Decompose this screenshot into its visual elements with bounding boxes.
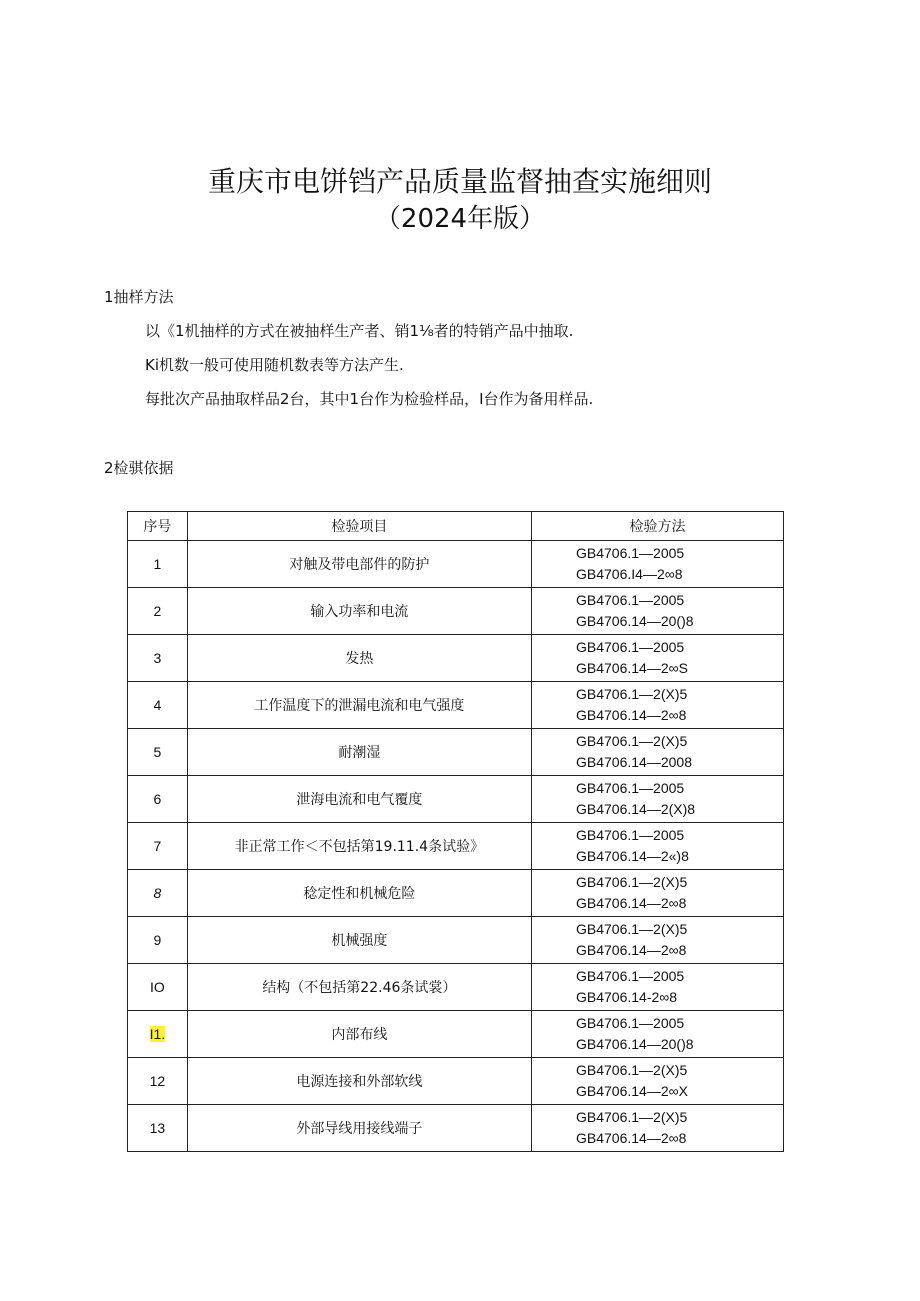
table-row <box>128 541 784 588</box>
row-method <box>532 823 784 870</box>
method-line: GB4706.1—2(X)5 <box>576 921 688 937</box>
row-number-text: I1. <box>149 1026 166 1042</box>
method-line: GB4706.14-2∞8 <box>576 989 678 1005</box>
row-number <box>128 682 188 729</box>
row-method <box>532 729 784 776</box>
row-number-text: 4 <box>153 697 162 713</box>
row-method <box>532 1058 784 1105</box>
row-method <box>532 917 784 964</box>
row-method <box>532 964 784 1011</box>
row-number <box>128 1105 188 1152</box>
method-line: GB4706.14—20()8 <box>576 613 694 629</box>
row-number-text: 2 <box>153 603 162 619</box>
row-number <box>128 729 188 776</box>
method-line: GB4706.1—2005 <box>576 545 685 561</box>
method-line: GB4706.1—2(X)5 <box>576 874 688 890</box>
row-number <box>128 870 188 917</box>
row-number <box>128 917 188 964</box>
row-number <box>128 964 188 1011</box>
table-row <box>128 729 784 776</box>
table-header-row <box>128 512 784 541</box>
row-method <box>532 1011 784 1058</box>
row-number <box>128 1011 188 1058</box>
row-number-text: 6 <box>153 791 162 807</box>
row-item: 对触及带电部件的防护 <box>187 541 531 588</box>
row-number-text: 5 <box>153 744 162 760</box>
method-line: GB4706.14—2008 <box>576 754 692 770</box>
row-item: 稔定性和机械危险 <box>187 870 531 917</box>
header-item: 检验项目 <box>187 512 531 541</box>
method-line: GB4706.1—2005 <box>576 827 685 843</box>
row-item: 外部导线用接线端子 <box>187 1105 531 1152</box>
method-line: GB4706.I4—2∞8 <box>576 566 683 582</box>
row-number <box>128 635 188 682</box>
method-line: GB4706.1—2005 <box>576 780 685 796</box>
method-line: GB4706.14—2∞X <box>576 1083 688 1099</box>
row-item: 内部布线 <box>187 1011 531 1058</box>
row-method <box>532 588 784 635</box>
table-row <box>128 917 784 964</box>
section-1-heading: 1抽样方法 <box>104 288 174 306</box>
row-item: 结构（不包括第22.46条试裳） <box>187 964 531 1011</box>
method-line: GB4706.1—2005 <box>576 639 685 655</box>
section-1-line: 以《1机抽样的方式在被抽样生产者、销1⅛者的特销产品中抽取. <box>145 322 574 340</box>
row-item: 发热 <box>187 635 531 682</box>
row-method <box>532 682 784 729</box>
method-line: GB4706.14—2«)8 <box>576 848 689 864</box>
row-method <box>532 541 784 588</box>
row-number-text: 8 <box>153 885 162 901</box>
row-method <box>532 635 784 682</box>
row-number <box>128 823 188 870</box>
table-row <box>128 776 784 823</box>
row-item: 耐潮湿 <box>187 729 531 776</box>
method-line: GB4706.1—2005 <box>576 968 685 984</box>
method-line: GB4706.1—2(X)5 <box>576 1062 688 1078</box>
section-2-heading: 2检骐依据 <box>104 459 174 477</box>
row-item: 输入功率和电流 <box>187 588 531 635</box>
row-number-text: 1 <box>153 556 162 572</box>
row-number-text: 3 <box>153 650 162 666</box>
inspection-table <box>127 511 784 1152</box>
header-no: 序号 <box>128 512 188 541</box>
section-1-line: 每批次产品抽取样品2台，其中1台作为检验样品，I台作为备用样品. <box>145 390 594 408</box>
method-line: GB4706.1—2(X)5 <box>576 733 688 749</box>
row-method <box>532 870 784 917</box>
table-row <box>128 870 784 917</box>
row-number-text: IO <box>149 979 165 995</box>
method-line: GB4706.1—2005 <box>576 1015 685 1031</box>
row-number <box>128 541 188 588</box>
method-line: GB4706.1—2(X)5 <box>576 686 688 702</box>
table-row <box>128 823 784 870</box>
row-item: 非正常工作＜不包括第19.11.4条试验》 <box>187 823 531 870</box>
table-row <box>128 682 784 729</box>
row-number-text: 7 <box>153 838 162 854</box>
method-line: GB4706.14—2∞S <box>576 660 688 676</box>
method-line: GB4706.14—2∞8 <box>576 1130 687 1146</box>
method-line: GB4706.14—2∞8 <box>576 942 687 958</box>
method-line: GB4706.14—2∞8 <box>576 895 687 911</box>
row-item: 电源连接和外部软线 <box>187 1058 531 1105</box>
method-line: GB4706.14—2∞8 <box>576 707 687 723</box>
method-line: GB4706.14—2(X)8 <box>576 801 696 817</box>
section-1-line: Ki机数一般可使用随机数表等方法产生. <box>145 356 404 374</box>
method-line: GB4706.1—2005 <box>576 592 685 608</box>
table-row <box>128 1011 784 1058</box>
document-title: 重庆市电饼铛产品质量监督抽查实施细则 <box>207 165 712 198</box>
row-item: 泄海电流和电气覆度 <box>187 776 531 823</box>
row-number <box>128 776 188 823</box>
table-row <box>128 964 784 1011</box>
header-method: 检验方法 <box>532 512 784 541</box>
row-number-text: 12 <box>149 1073 166 1089</box>
table-row <box>128 588 784 635</box>
row-method <box>532 776 784 823</box>
row-number <box>128 588 188 635</box>
document-subtitle: （2024年版） <box>374 204 546 234</box>
row-item: 工作温度下的泄漏电流和电气强度 <box>187 682 531 729</box>
row-item: 机械强度 <box>187 917 531 964</box>
row-number-text: 9 <box>153 932 162 948</box>
table-row <box>128 1105 784 1152</box>
table-row <box>128 635 784 682</box>
method-line: GB4706.14—20()8 <box>576 1036 694 1052</box>
row-number <box>128 1058 188 1105</box>
table-row <box>128 1058 784 1105</box>
row-method <box>532 1105 784 1152</box>
method-line: GB4706.1—2(X)5 <box>576 1109 688 1125</box>
row-number-text: 13 <box>149 1120 166 1136</box>
